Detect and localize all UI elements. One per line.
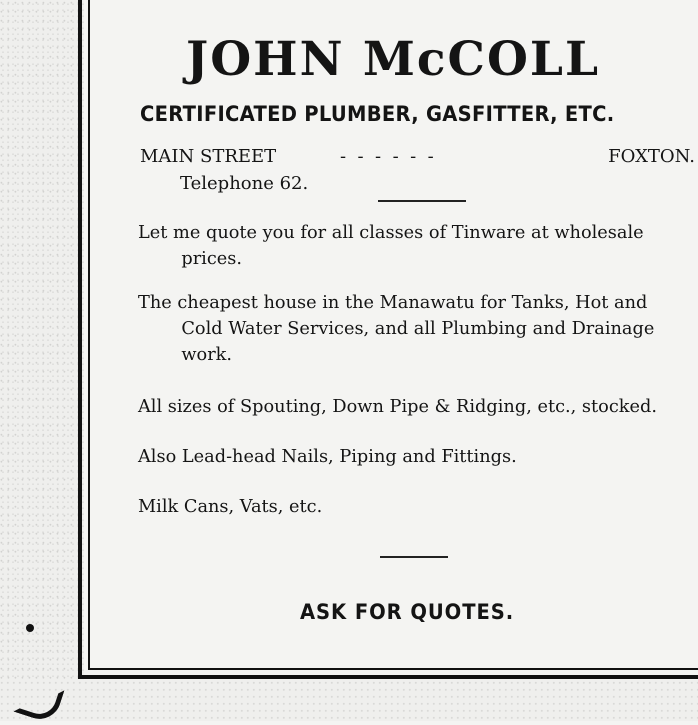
newsprint-bottom-margin [0, 680, 698, 721]
paragraph-line: Cold Water Services, and all Plumbing and Drainage [181, 318, 655, 339]
paragraph-line: Let me quote you for all classes of Tinware at wholesale [138, 222, 644, 243]
paragraph-spouting [138, 394, 690, 420]
separator-rule-bottom [380, 556, 448, 558]
newsprint-margin [0, 0, 84, 721]
paragraph-milk-cans [138, 494, 690, 520]
street-address: MAIN STREET [140, 146, 277, 167]
paragraph-nails [138, 444, 690, 470]
address-row [140, 146, 695, 170]
telephone-number: Telephone 62. [180, 173, 309, 194]
call-to-action: ASK FOR QUOTES. [300, 600, 515, 624]
separator-rule-top [378, 200, 466, 202]
ink-dot [26, 624, 34, 632]
paragraph-line: The cheapest house in the Manawatu for Tanks, Hot and [138, 292, 648, 313]
paragraph-line: All sizes of Spouting, Down Pipe & Ridging, etc., stocked. [138, 396, 657, 417]
paragraph-line: work. [181, 344, 233, 365]
paragraph-line: Milk Cans, Vats, etc. [138, 496, 323, 517]
paragraph-tinware [138, 220, 690, 272]
advertiser-name: JOHN McCOLL [186, 32, 600, 87]
town-name: FOXTON. [608, 146, 695, 167]
trade-description: CERTIFICATED PLUMBER, GASFITTER, ETC. [140, 102, 615, 126]
address-leader-dashes: - - - - - - [340, 146, 434, 167]
paragraph-tanks [138, 290, 690, 368]
paragraph-line: prices. [181, 248, 242, 269]
paragraph-line: Also Lead-head Nails, Piping and Fittings. [138, 446, 517, 467]
